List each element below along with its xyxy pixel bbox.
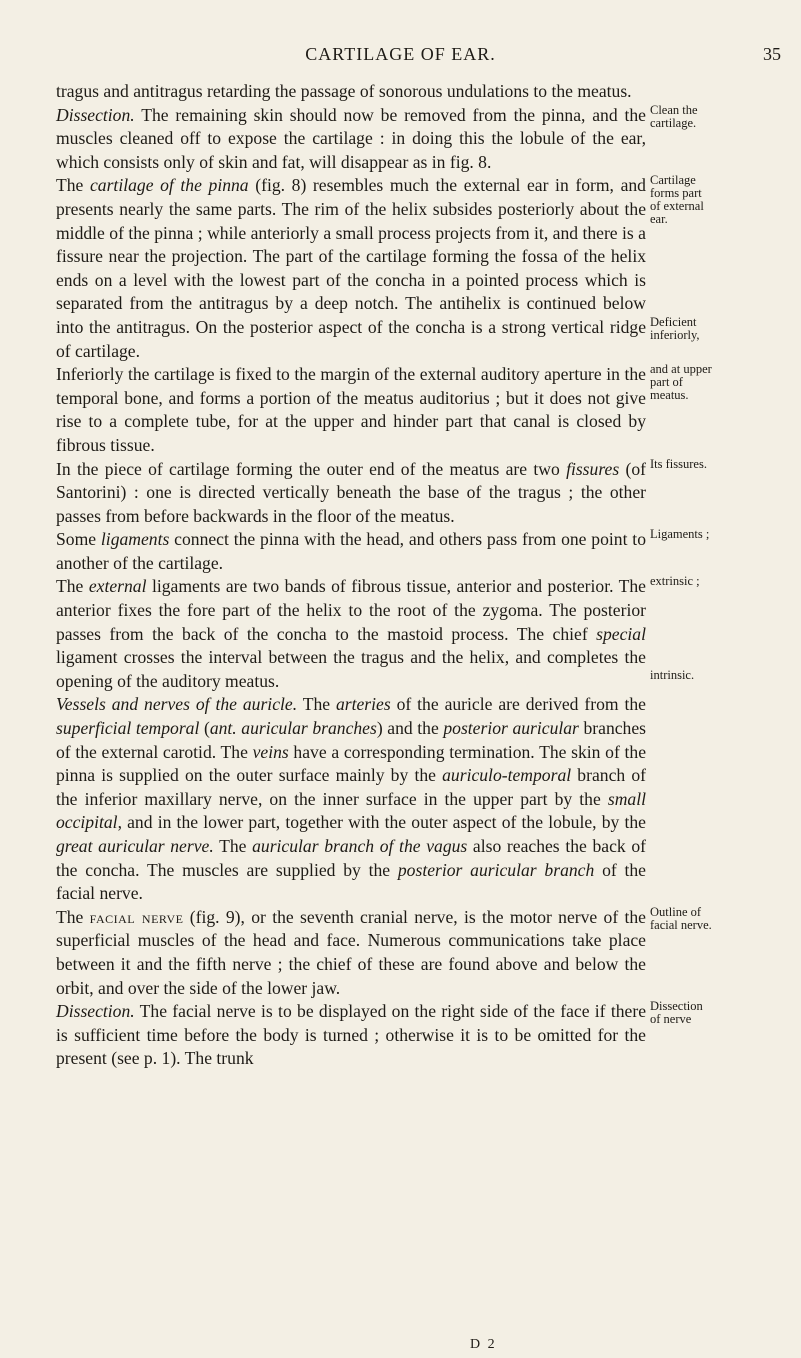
text-run: The facial nerve is to be displayed on the right side of the face if there is sufficient time before the body is turned ; otherwise it is to be omitted for the present (see p. 1). The trunk xyxy=(56,1001,646,1069)
margin-note-line: Clean the xyxy=(650,103,698,117)
text-run: The remaining skin should now be removed from the pinna, and the muscles cleaned off to expose the cartilage : in doing this the lobule of the ear, which consists only of skin and fat, will disappear as in fig. 8. xyxy=(56,104,646,172)
text-run: of the auricle are derived from the xyxy=(390,694,646,715)
margin-note xyxy=(650,669,796,682)
margin-note-line: of nerve xyxy=(650,1012,692,1026)
signature-mark: D 2 xyxy=(470,1337,497,1352)
margin-note-line: forms part xyxy=(650,186,702,200)
text-run: ) and the xyxy=(376,718,444,739)
body-text xyxy=(56,80,646,1071)
text-run: The xyxy=(56,906,90,927)
paragraph xyxy=(56,528,646,575)
italic-text: posterior auricular branch xyxy=(397,859,595,880)
margin-note xyxy=(650,1000,796,1026)
margin-note-line: Dissection xyxy=(650,999,703,1013)
margin-note-line: ear. xyxy=(650,212,668,226)
italic-text: superficial temporal xyxy=(56,718,200,739)
margin-note xyxy=(650,575,796,588)
italic-text: small occipital xyxy=(56,788,646,833)
paragraph xyxy=(56,174,646,363)
text-run: branches of the external carotid. The xyxy=(56,718,647,762)
italic-text: ligaments xyxy=(100,529,170,550)
paragraph xyxy=(56,80,646,104)
paragraph xyxy=(56,693,646,905)
margin-note-line: facial nerve. xyxy=(650,918,712,932)
page-header xyxy=(0,44,801,68)
italic-text: great auricular nerve. xyxy=(56,836,214,856)
text-run: ( xyxy=(199,718,210,739)
small-caps-text: facial nerve xyxy=(89,906,184,927)
margin-note xyxy=(650,458,796,471)
margin-note-line: and at upper xyxy=(650,362,712,376)
margin-note-line: part of xyxy=(650,375,683,389)
italic-text: arteries xyxy=(335,694,391,715)
text-run: also reaches the back of the concha. The muscles are supplied by the xyxy=(56,836,646,880)
margin-note xyxy=(650,316,796,342)
margin-note-line: extrinsic ; xyxy=(650,574,700,588)
text-run: , and in the lower part, together with the outer aspect of the lobule, by the xyxy=(117,812,646,833)
margin-note-line: inferiorly, xyxy=(650,327,700,342)
italic-text: Vessels and nerves of the auricle. xyxy=(56,694,298,715)
italic-text: special xyxy=(596,623,646,644)
margin-note-line: meatus. xyxy=(650,388,689,402)
italic-text: Dissection. xyxy=(56,1001,135,1022)
text-run: Some xyxy=(56,529,101,550)
margin-note xyxy=(650,104,796,130)
paragraph xyxy=(56,458,646,529)
margin-note-line: Outline of xyxy=(650,905,702,919)
paragraph xyxy=(56,1000,646,1071)
italic-text: external xyxy=(88,576,147,597)
margin-note-line: of external xyxy=(650,199,704,213)
text-run: (fig. 9), or the seventh cranial nerve, is the motor nerve of the superficial muscles of the head and face. Numerous communications take place between it and the fifth nerve ; the chief of these are found above and below the orbit, and over the side of the lower jaw. xyxy=(56,906,646,998)
italic-text: posterior auricular xyxy=(443,718,579,739)
text-run: ligament crosses the interval between the tragus and the helix, and completes the opening of the auditory meatus. xyxy=(56,647,646,691)
italic-text: Dissection. xyxy=(56,104,135,125)
italic-text: ant. auricular branches xyxy=(209,718,377,739)
margin-note xyxy=(650,528,796,541)
paragraph xyxy=(56,906,646,1000)
text-run: have a corresponding termination. The skin of the pinna is supplied on the outer surface mainly by the xyxy=(56,741,647,786)
text-run: branch of the inferior maxillary nerve, on the inner surface in the upper part by the xyxy=(56,765,647,809)
paragraph xyxy=(56,575,646,693)
italic-text: fissures xyxy=(566,458,620,479)
paragraph xyxy=(56,363,646,457)
text-run: The xyxy=(213,836,253,856)
margin-note-line: cartilage. xyxy=(650,116,697,130)
paragraph xyxy=(56,104,646,175)
margin-note-line: Cartilage xyxy=(650,173,696,187)
italic-text: auriculo-temporal xyxy=(442,765,572,786)
margin-note-line: Its fissures. xyxy=(650,457,707,471)
italic-text: veins xyxy=(252,741,289,762)
margin-note xyxy=(650,906,796,932)
margin-note xyxy=(650,363,796,402)
text-run: ligaments are two bands of fibrous tissue, anterior and posterior. The anterior fixes the fore part of the helix to the root of the zygoma. The posterior passes from the back of the concha to the mastoid process. The chief xyxy=(56,576,646,644)
text-run: In the piece of cartilage forming the outer end of the meatus are two xyxy=(56,458,567,479)
page-number: 35 xyxy=(763,44,781,64)
text-run: of the facial nerve. xyxy=(56,859,646,904)
text-run: (of Santorini) : one is directed vertically beneath the base of the tragus ; the other passes from before backwards in the floor of the meatus. xyxy=(56,458,646,526)
text-run: tragus and antitragus retarding the passage of sonorous undulations to the meatus. xyxy=(56,81,632,101)
text-run: The xyxy=(56,175,90,196)
text-run: connect the pinna with the head, and others pass from one point to another of the cartilage. xyxy=(56,529,646,573)
italic-text: auricular branch of the vagus xyxy=(252,836,468,856)
text-run: Inferiorly the cartilage is fixed to the margin of the external auditory aperture in the temporal bone, and forms a portion of the meatus auditorius ; but it does not give rise to a complete tube, for at the upper and hinder part that canal is closed by fibrous tissue. xyxy=(56,364,646,455)
text-run: The xyxy=(297,694,336,715)
margin-note xyxy=(650,174,796,226)
margin-note-line: Ligaments ; xyxy=(650,527,710,541)
margin-note-line: intrinsic. xyxy=(650,668,695,683)
margin-note-line: Deficient xyxy=(650,314,697,329)
text-run: The xyxy=(56,576,89,597)
italic-text: cartilage of the pinna xyxy=(89,175,249,196)
running-title: CARTILAGE OF EAR. xyxy=(305,44,496,64)
text-run: (fig. 8) resembles much the external ear in form, and presents nearly the same parts. The rim of the helix subsides posteriorly about the middle of the pinna ; while anteriorly a small process projects from it, and there is a fissure near the projection. The part of the cartilage forming the fossa of the helix ends on a level with the lowest part of the concha in a pointed process which is separated from the antitragus by a deep notch. The antihelix is continued below into the antitragus. On the posterior aspect of the concha is a strong vertical ridge of cartilage. xyxy=(56,175,646,361)
